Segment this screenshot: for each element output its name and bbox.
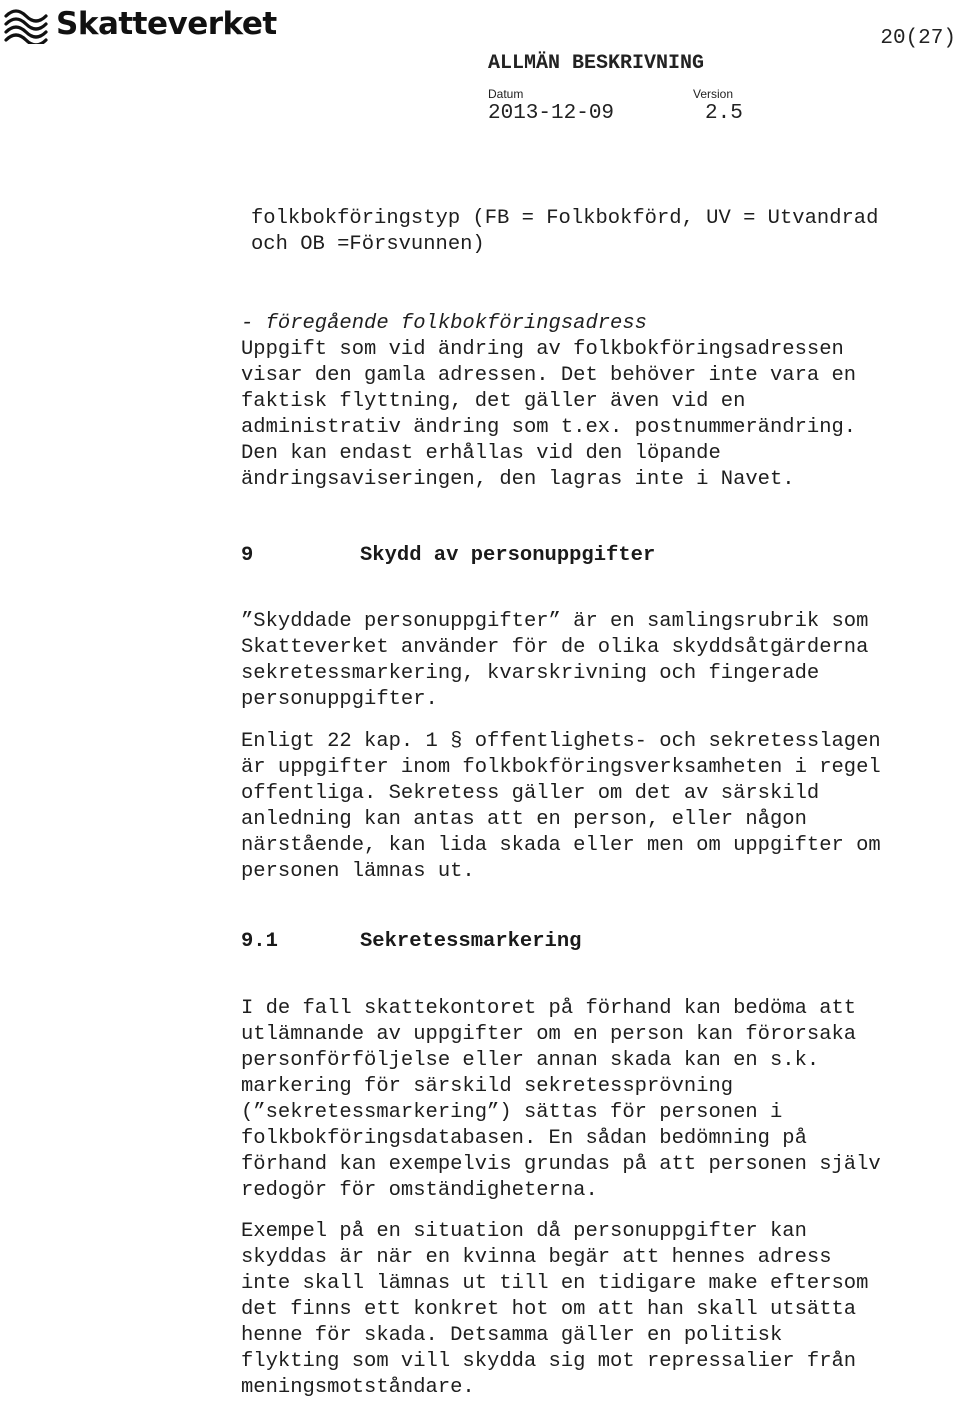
text-line: utlämnande av uppgifter om en person kan förorsaka [241, 1023, 857, 1046]
logo-text: Skatteverket [56, 5, 277, 42]
version-label: Version [693, 87, 734, 101]
text-line: förhand kan exempelvis grundas på att personen själv [241, 1153, 881, 1176]
date-value: 2013-12-09 [488, 102, 615, 125]
text-line: administrativ ändring som t.ex. postnummerändring. [241, 416, 857, 439]
text-line: meningsmotståndare. [241, 1376, 475, 1399]
previous-address-block [241, 311, 856, 493]
crown-wave-logo-icon [2, 4, 50, 44]
text-line: redogör för omständigheterna. [241, 1179, 598, 1202]
section-9-paragraph-1 [241, 609, 868, 713]
text-line: skyddas är när en kvinna begär att hennes adress [241, 1246, 832, 1269]
document-title: ALLMÄN BESKRIVNING [488, 52, 705, 75]
version-value: 2.5 [705, 102, 743, 125]
text-line: personen lämnas ut. [241, 860, 475, 883]
text-line: Enligt 22 kap. 1 § offentlighets- och sekretesslagen [241, 730, 881, 753]
text-line: personförföljelse eller annan skada kan en s.k. [241, 1049, 820, 1072]
text-line: ”Skyddade personuppgifter” är en samlingsrubrik som [241, 610, 869, 633]
text-line: flykting som vill skydda sig mot repressalier från [241, 1350, 857, 1373]
section-9-paragraph-2 [241, 729, 881, 885]
text-line: offentliga. Sekretess gäller om det av särskild [241, 782, 820, 805]
section-9-1-title: Sekretessmarkering [360, 930, 582, 953]
section-9-1-number: 9.1 [241, 930, 278, 953]
section-9-1-paragraph-1 [241, 996, 881, 1204]
text-line: personuppgifter. [241, 688, 438, 711]
text-line: sekretessmarkering, kvarskrivning och fingerade [241, 662, 820, 685]
text-line: ändringsaviseringen, den lagras inte i Navet. [241, 468, 795, 491]
text-line: inte skall lämnas ut till en tidigare make eftersom [241, 1272, 869, 1295]
text-line: närstående, kan lida skada eller men om uppgifter om [241, 834, 881, 857]
text-line: och OB =Försvunnen) [251, 233, 485, 256]
page-number: 20(27) [880, 27, 956, 50]
date-label: Datum [488, 87, 524, 101]
intro-paragraph [251, 206, 878, 258]
text-line: markering för särskild sekretessprövning [241, 1075, 734, 1098]
section-9-1-paragraph-2 [241, 1219, 868, 1401]
text-line: Exempel på en situation då personuppgifter kan [241, 1220, 807, 1243]
text-line: visar den gamla adressen. Det behöver inte vara en [241, 364, 857, 387]
text-line: (”sekretessmarkering”) sättas för personen i [241, 1101, 783, 1124]
text-line: är uppgifter inom folkbokföringsverksamheten i regel [241, 756, 881, 779]
text-line: folkbokföringsdatabasen. En sådan bedömning på [241, 1127, 807, 1150]
text-line: henne för skada. Detsamma gäller en politisk [241, 1324, 783, 1347]
text-line: anledning kan antas att en person, eller någon [241, 808, 807, 831]
text-line: Skatteverket använder för de olika skyddsåtgärderna [241, 636, 869, 659]
text-line: faktisk flyttning, det gäller även vid en [241, 390, 746, 413]
section-9-title: Skydd av personuppgifter [360, 544, 656, 567]
text-line: det finns ett konkret hot om att han skall utsätta [241, 1298, 857, 1321]
skatteverket-logo [2, 4, 277, 44]
text-line: folkbokföringstyp (FB = Folkbokförd, UV = Utvandrad [251, 207, 879, 230]
text-line: I de fall skattekontoret på förhand kan bedöma att [241, 997, 857, 1020]
previous-address-title: - föregående folkbokföringsadress [241, 312, 647, 335]
text-line: Uppgift som vid ändring av folkbokföringsadressen [241, 338, 844, 361]
text-line: Den kan endast erhållas vid den löpande [241, 442, 721, 465]
section-9-number: 9 [241, 544, 254, 567]
